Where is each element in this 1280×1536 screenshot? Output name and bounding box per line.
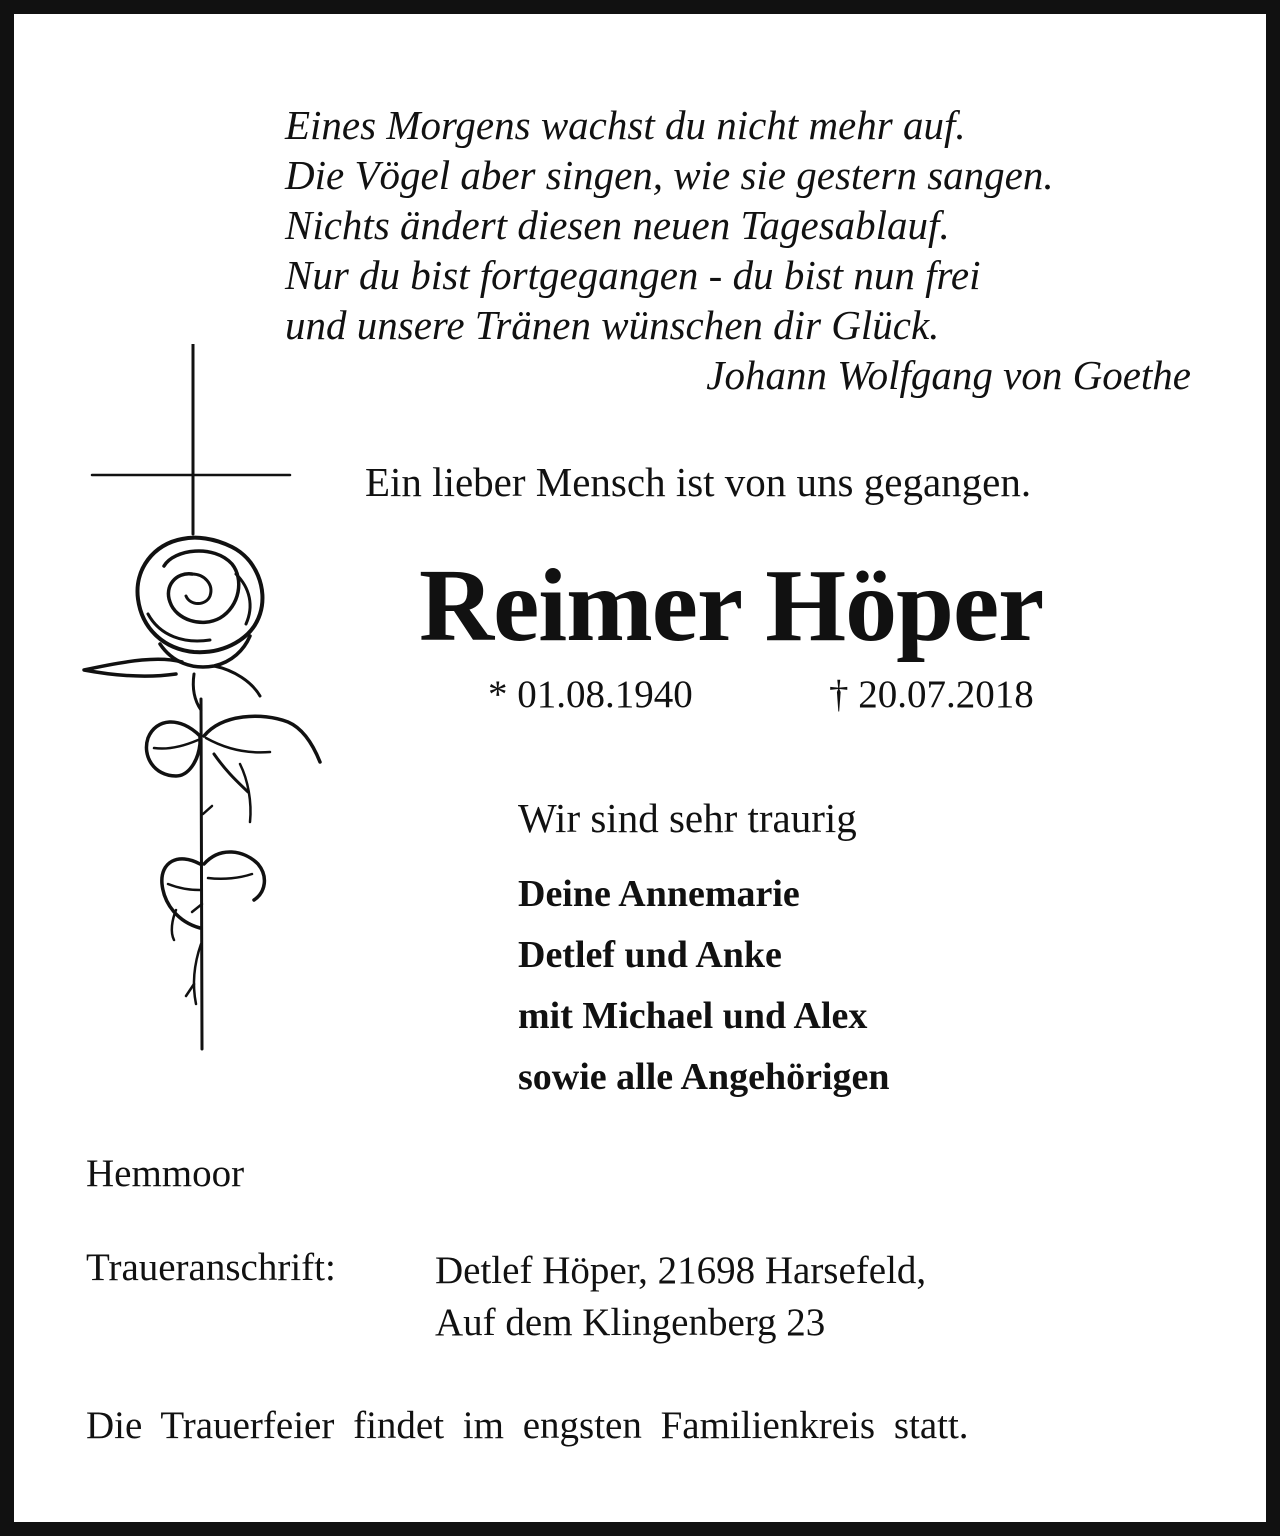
cross-and-rose-ornament xyxy=(64,344,334,1064)
poem-line: und unsere Tränen wünschen dir Glück. xyxy=(285,302,940,348)
deceased-name: Reimer Höper xyxy=(419,548,1044,663)
mourner-line: Detlef und Anke xyxy=(518,934,782,976)
mourner-line: mit Michael und Alex xyxy=(518,995,868,1037)
closing-note: Die Trauerfeier findet im engsten Familienkreis statt. xyxy=(86,1404,969,1447)
birth-date: * 01.08.1940 xyxy=(488,673,693,716)
poem xyxy=(285,100,1191,400)
poem-line: Nichts ändert diesen neuen Tagesablauf. xyxy=(285,202,950,248)
poem-line: Die Vögel aber singen, wie sie gestern sangen. xyxy=(285,152,1054,198)
address-line: Auf dem Klingenberg 23 xyxy=(435,1301,826,1344)
mourners-intro: Wir sind sehr traurig xyxy=(518,795,857,841)
poem-author: Johann Wolfgang von Goethe xyxy=(706,352,1191,398)
intro-line: Ein lieber Mensch ist von uns gegangen. xyxy=(365,459,1032,505)
mourner-line: Deine Annemarie xyxy=(518,873,800,915)
mourner-line: sowie alle Angehörigen xyxy=(518,1056,890,1098)
poem-line: Eines Morgens wachst du nicht mehr auf. xyxy=(285,102,966,148)
address-line: Detlef Höper, 21698 Harsefeld, xyxy=(435,1249,927,1292)
mourning-address xyxy=(435,1245,926,1349)
mourners-list xyxy=(518,864,890,1108)
place-name: Hemmoor xyxy=(86,1152,245,1195)
death-date: † 20.07.2018 xyxy=(829,673,1034,716)
address-label: Traueranschrift: xyxy=(86,1246,336,1289)
poem-line: Nur du bist fortgegangen - du bist nun frei xyxy=(285,252,981,298)
